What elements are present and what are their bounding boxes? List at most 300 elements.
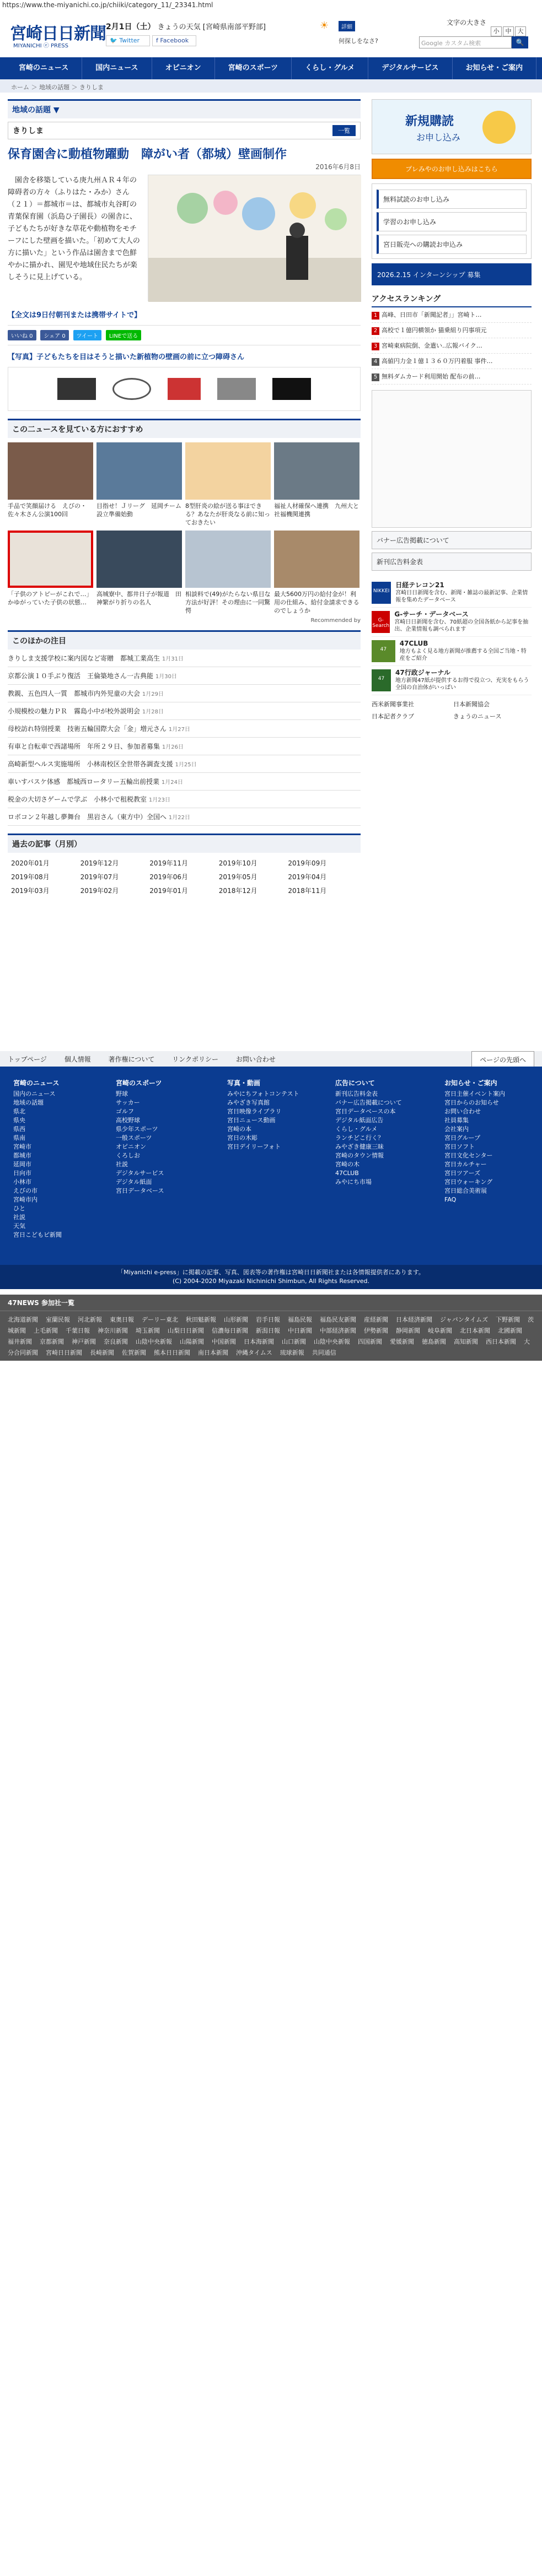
- news-link[interactable]: ロボコン２年越し夢舞台 黒岩さん（東方中）全国へ: [8, 813, 167, 821]
- news47-link[interactable]: デーリー東北: [142, 1316, 178, 1323]
- archive-month-link[interactable]: 2019年03月: [11, 887, 50, 895]
- news47-link[interactable]: 共同通信: [312, 1349, 336, 1356]
- footer-link[interactable]: 会社案内: [444, 1125, 469, 1133]
- footer-link[interactable]: えびの市: [13, 1187, 37, 1194]
- news47-link[interactable]: 西日本新聞: [486, 1338, 516, 1345]
- news47-link[interactable]: 秋田魁新報: [186, 1316, 216, 1323]
- news47-link[interactable]: 福井新聞: [8, 1338, 32, 1345]
- news-link[interactable]: 母校訪れ特別授業 技術五輪国際大会「金」増元さん: [8, 725, 167, 733]
- footer-link[interactable]: 宮日カルチャー: [444, 1161, 487, 1168]
- archive-month-link[interactable]: 2019年07月: [80, 873, 119, 881]
- news47-link[interactable]: 山陰中央新報: [136, 1338, 172, 1345]
- recommend-thumb: [185, 442, 271, 500]
- news-date: 1月27日: [168, 727, 190, 733]
- news47-link[interactable]: 山形新聞: [224, 1316, 248, 1323]
- news-date: 1月30日: [155, 674, 177, 680]
- rank-badge: 1: [372, 312, 379, 320]
- site-question[interactable]: 何探しをなさ?: [339, 37, 378, 45]
- news47-link[interactable]: 新潟日報: [256, 1327, 280, 1334]
- recommend-item[interactable]: [8, 442, 93, 527]
- fontsize-small-button[interactable]: 小: [491, 26, 502, 36]
- sns-share-row: [8, 325, 361, 345]
- ad-product-image: [57, 378, 96, 400]
- news47-link[interactable]: 福島民友新聞: [320, 1316, 356, 1323]
- subscription-ad-sub: お申し込み: [416, 132, 461, 143]
- footer-link[interactable]: 宮日データベースの本: [335, 1108, 396, 1115]
- news47-link[interactable]: 中日新聞: [288, 1327, 312, 1334]
- footer-col-items: [13, 1090, 112, 1240]
- facebook-link[interactable]: [152, 35, 196, 46]
- recommend-item[interactable]: [274, 442, 359, 527]
- news47-link[interactable]: 宮崎日日新聞: [46, 1349, 82, 1356]
- rank-badge: 5: [372, 374, 379, 381]
- news47-link[interactable]: 東奥日報: [110, 1316, 134, 1323]
- recommend-thumb: [8, 442, 93, 500]
- news47-link[interactable]: 静岡新聞: [396, 1327, 420, 1334]
- ad-banner[interactable]: [8, 367, 361, 411]
- footer-link[interactable]: 地域の話題: [13, 1099, 44, 1106]
- footer-link[interactable]: サッカー: [116, 1099, 140, 1106]
- news-date: 1月28日: [142, 709, 164, 715]
- footer-link[interactable]: 県北: [13, 1108, 25, 1115]
- browser-url: https://www.the-miyanichi.co.jp/chiiki/category_11/_23341.html: [2, 1, 213, 9]
- small-link[interactable]: 日本記者クラブ: [372, 713, 414, 720]
- rate-card-link[interactable]: 新刊広告料金表: [372, 553, 532, 571]
- subscribe-buttons: [372, 183, 532, 259]
- news47-link[interactable]: 山梨日日新聞: [168, 1327, 204, 1334]
- archive-month-link[interactable]: 2019年01月: [149, 887, 188, 895]
- archive-month-link[interactable]: 2019年11月: [149, 859, 188, 867]
- footer-link[interactable]: 宮日からのお知らせ: [444, 1099, 499, 1106]
- partner-desc: 宮崎日日新聞を含む、70紙超の全国各紙から記事を抽出、企業情報も調べられます: [394, 619, 529, 632]
- weather-detail-button[interactable]: 詳細: [339, 21, 355, 31]
- archive-month-link[interactable]: 2019年02月: [80, 887, 119, 895]
- footer-link[interactable]: 国内のニュース: [13, 1090, 56, 1097]
- global-nav: [0, 57, 542, 79]
- footer-link-top[interactable]: トップページ: [8, 1056, 47, 1063]
- news47-link[interactable]: 日本経済新聞: [396, 1316, 432, 1323]
- list-item[interactable]: [8, 667, 361, 685]
- recommend-caption: 相談料で(49)がたらない県目な方法が好評！その理由に一同驚愕: [185, 591, 271, 614]
- archive-month-link[interactable]: 2019年06月: [149, 873, 188, 881]
- list-item[interactable]: [8, 650, 361, 667]
- footer-link[interactable]: 宮日の木彫: [227, 1134, 257, 1141]
- photo-caption: 【写真】子どもたちを目はそうと描いた新植物の壁画の前に立つ障碍さん: [8, 353, 245, 361]
- news47-link[interactable]: 千葉日報: [66, 1327, 90, 1334]
- partner-name: 47行政ジャーナル: [395, 669, 450, 677]
- footer-link[interactable]: 延岡市: [13, 1161, 31, 1168]
- partner-desc: 宮崎日日新聞を含む、新聞・雑誌の最新記事、企業情報を集めたデータベース: [395, 590, 528, 603]
- partner-item[interactable]: [372, 666, 532, 695]
- footer-link[interactable]: オピニオン: [116, 1143, 146, 1150]
- fontsize-large-button[interactable]: 大: [515, 26, 526, 36]
- nav-opinion[interactable]: オピニオン: [152, 57, 215, 79]
- breadcrumb[interactable]: ホーム ＞ 地域の話題 ＞ きりしま: [11, 84, 104, 91]
- ranking-text: 無料ダムカード利用開始 配布の前…: [382, 373, 481, 380]
- recommend-item[interactable]: [96, 531, 182, 615]
- footer-col: [13, 1074, 112, 1240]
- small-link[interactable]: 日本新聞協会: [453, 701, 490, 708]
- footer-link[interactable]: みやにちフォトコンテスト: [227, 1090, 299, 1097]
- footer-col-items: [444, 1090, 542, 1204]
- fb-like-button[interactable]: いいね 0: [8, 330, 36, 340]
- list-item[interactable]: [8, 791, 361, 808]
- recommend-caption: 目指せ！Ｊリーグ 延岡チーム設立準備始動: [96, 502, 181, 518]
- ranking-box: [372, 293, 532, 385]
- news47-link[interactable]: 伊勢新聞: [364, 1327, 388, 1334]
- list-item[interactable]: [8, 808, 361, 826]
- footer-link[interactable]: 宮日データベース: [116, 1187, 164, 1194]
- footer-link[interactable]: ランチどこ行く？: [335, 1134, 384, 1141]
- news47-link[interactable]: 南日本新聞: [198, 1349, 228, 1356]
- footer-link[interactable]: 宮日総合美術展: [444, 1187, 487, 1194]
- footer-link[interactable]: デジタル紙面: [116, 1178, 152, 1186]
- article-content: [8, 175, 361, 301]
- list-item[interactable]: [8, 755, 361, 773]
- footer-col-items: [116, 1090, 215, 1195]
- ranking-item[interactable]: [372, 338, 532, 354]
- footer-link[interactable]: 一般スポーツ: [116, 1134, 152, 1141]
- footer-link[interactable]: 小林市: [13, 1178, 31, 1186]
- recommend-caption: 高城寮中、都井日子が報道 田神繁がり折りの名人: [96, 591, 181, 606]
- news-link[interactable]: 有車と自転車で西諸場所 年所２９日、参加者募集: [8, 743, 160, 750]
- news-date: 1月25日: [175, 762, 197, 768]
- ranking-text: 高峰、日田市「新聞記者」」宮崎ト…: [382, 311, 482, 318]
- news-date: 1月26日: [162, 744, 184, 750]
- footer-col-title[interactable]: 宮崎のニュース: [13, 1079, 60, 1087]
- footer-link[interactable]: みやざき健康三昧: [335, 1143, 384, 1150]
- nav-info[interactable]: お知らせ・ご案内: [453, 57, 537, 79]
- footer-link[interactable]: 新刊広告料金表: [335, 1090, 378, 1097]
- facebook-icon: f: [156, 37, 158, 44]
- study-subscribe-button[interactable]: 学習のお申し込み: [377, 212, 527, 231]
- footer-col-title[interactable]: 写真・動画: [227, 1079, 261, 1087]
- footer-link[interactable]: くろしお: [116, 1152, 140, 1159]
- footer-link[interactable]: 宮日こどもピ新聞: [13, 1231, 62, 1238]
- recommend-item[interactable]: [185, 442, 271, 527]
- footer-link[interactable]: 宮日映像ライブラリ: [227, 1108, 282, 1115]
- news47-link[interactable]: 山陰中央新報: [314, 1338, 350, 1345]
- ranking-text: 宮崎東病院倒、金遣い..広報バイク…: [382, 342, 482, 349]
- footer-link[interactable]: デジタルサービス: [116, 1170, 164, 1177]
- footer-link[interactable]: 都城市: [13, 1152, 31, 1159]
- footer-link[interactable]: 宮日グループ: [444, 1134, 481, 1141]
- site-header: [0, 12, 542, 55]
- nav-gourmet[interactable]: くらし・グルメ: [292, 57, 368, 79]
- footer-link-copyright[interactable]: 著作権について: [108, 1056, 155, 1063]
- side-ad-space: [372, 390, 532, 528]
- footer-link[interactable]: 宮崎の木: [335, 1161, 359, 1168]
- ranking-item[interactable]: [372, 369, 532, 385]
- article-title: 保育園舎に動植物躍動 障がい者（都城）壁画制作: [8, 148, 287, 161]
- list-item[interactable]: [8, 738, 361, 755]
- footer-link[interactable]: FAQ: [444, 1196, 457, 1203]
- footer-link[interactable]: 社説: [13, 1214, 25, 1221]
- weather-text: きょうの天気 [宮崎県南部平野部]: [157, 23, 266, 31]
- facebook-label: Facebook: [160, 37, 189, 44]
- archive-month-link[interactable]: 2019年04月: [288, 873, 327, 881]
- news47-link[interactable]: 奈良新聞: [104, 1338, 128, 1345]
- epress-logo[interactable]: MIYANICHI ⓔ PRESS: [13, 43, 68, 49]
- nav-digital[interactable]: デジタルサービス: [368, 57, 452, 79]
- news-date: 1月22日: [168, 815, 190, 821]
- footer-col-items: [335, 1090, 434, 1187]
- banner-ad-link[interactable]: バナー広告掲載について: [372, 531, 532, 549]
- news47-link[interactable]: 中部経済新聞: [320, 1327, 356, 1334]
- section-title-text[interactable]: 地域の話題 ▼: [12, 106, 60, 115]
- local-news-title: このほかの注目: [8, 630, 361, 650]
- partner-list: [372, 578, 532, 695]
- nav-domestic-news[interactable]: 国内ニュース: [82, 57, 152, 79]
- recommend-grid: [8, 442, 361, 615]
- list-button[interactable]: 一覧: [332, 125, 356, 136]
- news47-title: 47NEWS 参加社一覧: [0, 1295, 542, 1311]
- news47-link[interactable]: 琉球新報: [280, 1349, 304, 1356]
- footer-link[interactable]: ひと: [13, 1205, 25, 1212]
- footer-link[interactable]: みやざき写真館: [227, 1099, 270, 1106]
- trial-subscribe-button[interactable]: 無料試読のお申し込み: [377, 190, 527, 209]
- archive-month-link[interactable]: 2020年01月: [11, 859, 50, 867]
- fontsize-medium-button[interactable]: 中: [503, 26, 514, 36]
- present-icon: [482, 111, 516, 144]
- footer-link-policy[interactable]: リンクポリシー: [172, 1056, 218, 1063]
- line-button[interactable]: LINEで送る: [106, 330, 141, 340]
- news47-link[interactable]: ジャパンタイムズ: [440, 1316, 489, 1323]
- footer-link-contact[interactable]: お問い合わせ: [235, 1056, 276, 1063]
- archive-month-link[interactable]: 2018年12月: [218, 887, 257, 895]
- recommended-by[interactable]: Recommended by: [310, 618, 361, 624]
- recommend-thumb: [274, 531, 359, 588]
- archive-month-link[interactable]: 2018年11月: [288, 887, 327, 895]
- footer-col: [227, 1074, 326, 1151]
- present-link[interactable]: プレみやのお申し込みはこちら: [372, 159, 532, 179]
- subscription-ad-title: 新規購読: [405, 115, 454, 128]
- list-item[interactable]: [8, 720, 361, 738]
- footer-link[interactable]: 野球: [116, 1090, 128, 1097]
- recommend-thumb: [274, 442, 359, 500]
- recommend-item[interactable]: [274, 531, 359, 615]
- footer-link[interactable]: 宮日ソフト: [444, 1143, 475, 1150]
- news47-link[interactable]: 岩手日報: [256, 1316, 280, 1323]
- news47-link[interactable]: 日本海新聞: [244, 1338, 274, 1345]
- recommend-caption: 最大5600万円の給付金が！利用の仕組み、給付金請求できるのでしょうか: [274, 591, 359, 614]
- archive-month-link[interactable]: 2019年12月: [80, 859, 119, 867]
- footer-link[interactable]: 県少年スポーツ: [116, 1125, 158, 1133]
- rank-badge: 3: [372, 343, 379, 350]
- small-link[interactable]: きょうのニュース: [453, 713, 502, 720]
- search-icon: 🔍: [516, 39, 524, 46]
- footer-col-title[interactable]: 広告について: [335, 1079, 375, 1087]
- ranking-text: 高値円力金１億１３６０万円着服 事件…: [382, 358, 493, 365]
- footer-link[interactable]: ゴルフ: [116, 1108, 134, 1115]
- footer-link[interactable]: 宮日主催イベント案内: [444, 1090, 505, 1097]
- ranking-item[interactable]: [372, 354, 532, 369]
- footer-link[interactable]: 県央: [13, 1117, 25, 1124]
- partner-item[interactable]: [372, 608, 532, 637]
- archive-month-link[interactable]: 2019年08月: [11, 873, 50, 881]
- subscription-ad[interactable]: [372, 99, 532, 154]
- footer-link[interactable]: 宮崎市: [13, 1143, 31, 1150]
- copyright-bar: [0, 1265, 542, 1289]
- news47-link[interactable]: 神戸新聞: [72, 1338, 96, 1345]
- news-link[interactable]: 小規模校の魅力ＰＲ 霧島小中が校外説明会: [8, 707, 141, 715]
- list-item[interactable]: [8, 773, 361, 791]
- recommend-title: この二ュースを見ている方におすすめ: [8, 419, 361, 438]
- footer-link[interactable]: 県西: [13, 1125, 25, 1133]
- news47-link[interactable]: 中国新聞: [212, 1338, 236, 1345]
- archive-month-link[interactable]: 2019年09月: [288, 859, 327, 867]
- footer-link[interactable]: 宮日ニュース動画: [227, 1117, 276, 1124]
- recommend-thumb: [185, 531, 271, 588]
- archive-month-link[interactable]: 2019年10月: [218, 859, 257, 867]
- list-item[interactable]: [8, 685, 361, 702]
- twitter-icon: 🐦: [110, 37, 117, 44]
- fb-share-button[interactable]: シェア 0: [40, 330, 68, 340]
- footer-link[interactable]: デジタル紙面広告: [335, 1117, 384, 1124]
- partner-logo: NIKKEI: [372, 582, 391, 604]
- footer-links: [0, 1051, 542, 1067]
- footer-link[interactable]: 県南: [13, 1134, 25, 1141]
- footer-col: [116, 1074, 215, 1195]
- ranking-item[interactable]: [372, 307, 532, 323]
- footer-link[interactable]: くらし・グルメ: [335, 1125, 378, 1133]
- internship-banner[interactable]: 2026.2.15 インターンシップ 募集: [372, 263, 532, 285]
- news-link[interactable]: 教親、五色四人一質 都城市内外児童の大会: [8, 690, 141, 697]
- small-links: [372, 700, 532, 721]
- news47-link[interactable]: 河北新報: [78, 1316, 102, 1323]
- news47-list: [0, 1311, 542, 1362]
- footer-link[interactable]: 宮崎のタウン情報: [335, 1152, 384, 1159]
- footer-link[interactable]: 社説: [116, 1161, 128, 1168]
- news47-link[interactable]: 埼玉新聞: [136, 1327, 160, 1334]
- search-input[interactable]: Google カスタム検索: [419, 36, 512, 48]
- news47-link[interactable]: 徳島新聞: [422, 1338, 446, 1345]
- full-text-link[interactable]: 【全文は9日付朝刊または携帯サイトで】: [8, 311, 142, 320]
- recommend-item[interactable]: [8, 531, 93, 615]
- partner-logo: 47: [372, 640, 395, 662]
- footer-link[interactable]: 宮日デイリーフォト: [227, 1143, 281, 1150]
- ranking-text: 高校で１億円横領か 猫乗組り円事項元: [382, 327, 487, 334]
- news47-link[interactable]: 北國新聞: [498, 1327, 522, 1334]
- news-link[interactable]: 京都公演１０手ぶり復活 王倫築地さん一古典能: [8, 672, 154, 680]
- news47-link[interactable]: 長崎新聞: [90, 1349, 114, 1356]
- footer-sitemap: [0, 1067, 542, 1265]
- footer-link[interactable]: お問い合わせ: [444, 1108, 481, 1115]
- list-item[interactable]: [8, 702, 361, 720]
- recommend-caption: 福祉人材確保へ連携 九州大と社福機関連携: [274, 502, 359, 518]
- footer-col-title[interactable]: 宮崎のスポーツ: [116, 1079, 162, 1087]
- recommend-thumb: [96, 442, 182, 500]
- footer-link[interactable]: 宮崎の本: [227, 1125, 251, 1133]
- footer-link[interactable]: 天気: [13, 1222, 25, 1230]
- footer-link[interactable]: 宮日ウォーキング: [444, 1178, 493, 1186]
- ad-product-image: [272, 378, 311, 400]
- footer-link[interactable]: みやにち市場: [335, 1178, 372, 1186]
- footer-link[interactable]: 宮日文化センター: [444, 1152, 493, 1159]
- local-news-list: [8, 650, 361, 826]
- article-body: 園舎を移築している庚九州ＡＲ４年の障碍者の方々（ふりはた・みか）さん（２１）＝都城市＝は、都城市丸谷町の青葉保育園（浜島ひ子園長）の園舎に、子どもたちが好きな草花や動植物をモチーフにした壁画を描いた。「初めて大人の方に描いた」という作品は園舎まで色鮮やかに描かれ、園児や地域住民たちが楽しそうに見上げている。: [8, 176, 140, 282]
- news47-link[interactable]: 大分合同新聞: [8, 1338, 530, 1356]
- news47-link[interactable]: 北海道新聞: [8, 1316, 38, 1323]
- partner-name: G-サーチ・データベース: [394, 610, 469, 618]
- footer-link-privacy[interactable]: 個人情報: [64, 1056, 91, 1063]
- news47-link[interactable]: 上毛新聞: [34, 1327, 58, 1334]
- news47-link[interactable]: 愛媛新聞: [390, 1338, 414, 1345]
- news47-link[interactable]: 産経新聞: [364, 1316, 388, 1323]
- news-link[interactable]: 車いすバスケ体感 都城西ロータリー五輪出前授業: [8, 778, 160, 786]
- news47-link[interactable]: 四国新聞: [358, 1338, 382, 1345]
- site-logo[interactable]: 宮崎日日新聞: [10, 24, 106, 44]
- partner-item[interactable]: [372, 578, 532, 608]
- news47-link[interactable]: 信濃毎日新聞: [212, 1327, 248, 1334]
- rank-badge: 2: [372, 327, 379, 335]
- page-top-button[interactable]: ページの先頭へ: [471, 1051, 534, 1068]
- section-title: [8, 99, 361, 118]
- article-photo[interactable]: [148, 175, 361, 301]
- partner-name: 日経テレコン21: [395, 581, 444, 589]
- news47-link[interactable]: 熊本日日新聞: [154, 1349, 190, 1356]
- news47-link[interactable]: 北日本新聞: [460, 1327, 490, 1334]
- news47-link[interactable]: 京都新聞: [40, 1338, 64, 1345]
- fontsize-label: 文字の大きさ: [447, 19, 487, 26]
- news47-link[interactable]: 沖縄タイムス: [236, 1349, 272, 1356]
- archive-grid: [8, 853, 361, 901]
- nav-sports[interactable]: 宮崎のスポーツ: [215, 57, 292, 79]
- news-link[interactable]: 税金の大切さゲームで学ぶ 小林小で租税教室: [8, 795, 147, 803]
- footer-link[interactable]: 47CLUB: [335, 1170, 359, 1177]
- news47-link[interactable]: 高知新聞: [454, 1338, 478, 1345]
- news-link[interactable]: 高崎新型ヘルス実施場所 小林南校区全世帯各調査支援: [8, 760, 173, 768]
- news47-link[interactable]: 福島民報: [288, 1316, 312, 1323]
- recommend-item[interactable]: [185, 531, 271, 615]
- nav-miyazaki-news[interactable]: 宮崎のニュース: [6, 57, 82, 79]
- twitter-link[interactable]: [106, 35, 150, 46]
- tweet-button[interactable]: ツイート: [73, 330, 102, 340]
- partner-name: 47CLUB: [399, 640, 428, 647]
- footer-link[interactable]: 日向市: [13, 1170, 31, 1177]
- news47-link[interactable]: 佐賀新聞: [122, 1349, 146, 1356]
- archive-title: 過去の記事（月別）: [8, 834, 361, 853]
- footer-col-title[interactable]: お知らせ・ご案内: [444, 1079, 497, 1087]
- recommend-caption: 手品で笑顔届ける えびの・佐々木さん公演100回: [8, 502, 87, 518]
- partner-item[interactable]: [372, 637, 532, 666]
- news47-link[interactable]: 下野新聞: [496, 1316, 520, 1323]
- news47-link[interactable]: 室蘭民報: [46, 1316, 70, 1323]
- search-button[interactable]: [512, 36, 528, 48]
- footer-link[interactable]: 宮崎市内: [13, 1196, 37, 1203]
- footer-link[interactable]: 社員募集: [444, 1117, 469, 1124]
- sales-subscribe-button[interactable]: 宮日販売への購読お申込み: [377, 235, 527, 254]
- recommend-item[interactable]: [96, 442, 182, 527]
- sun-icon: ☀: [320, 20, 329, 31]
- footer-link[interactable]: バナー広告掲載について: [335, 1099, 402, 1106]
- news47-link[interactable]: 茨城新聞: [8, 1316, 534, 1334]
- news47-link[interactable]: 岐阜新聞: [428, 1327, 452, 1334]
- ranking-item[interactable]: [372, 323, 532, 338]
- partner-logo: 47: [372, 669, 391, 691]
- news47-link[interactable]: 山口新聞: [282, 1338, 306, 1345]
- news-link[interactable]: きりしま支援学校に案内図など寄贈 都城工業高生: [8, 654, 160, 662]
- news47-link[interactable]: 山陽新聞: [180, 1338, 204, 1345]
- news47-link[interactable]: 神奈川新聞: [98, 1327, 128, 1334]
- news-date: 1月23日: [148, 797, 170, 803]
- news-date: 1月24日: [161, 780, 183, 786]
- archive-month-link[interactable]: 2019年05月: [218, 873, 257, 881]
- footer-link[interactable]: 宮日ツアーズ: [444, 1170, 481, 1177]
- news-date: 1月29日: [142, 691, 164, 697]
- footer-link[interactable]: 高校野球: [116, 1117, 140, 1124]
- small-link[interactable]: 西米新聞事業社: [372, 701, 414, 708]
